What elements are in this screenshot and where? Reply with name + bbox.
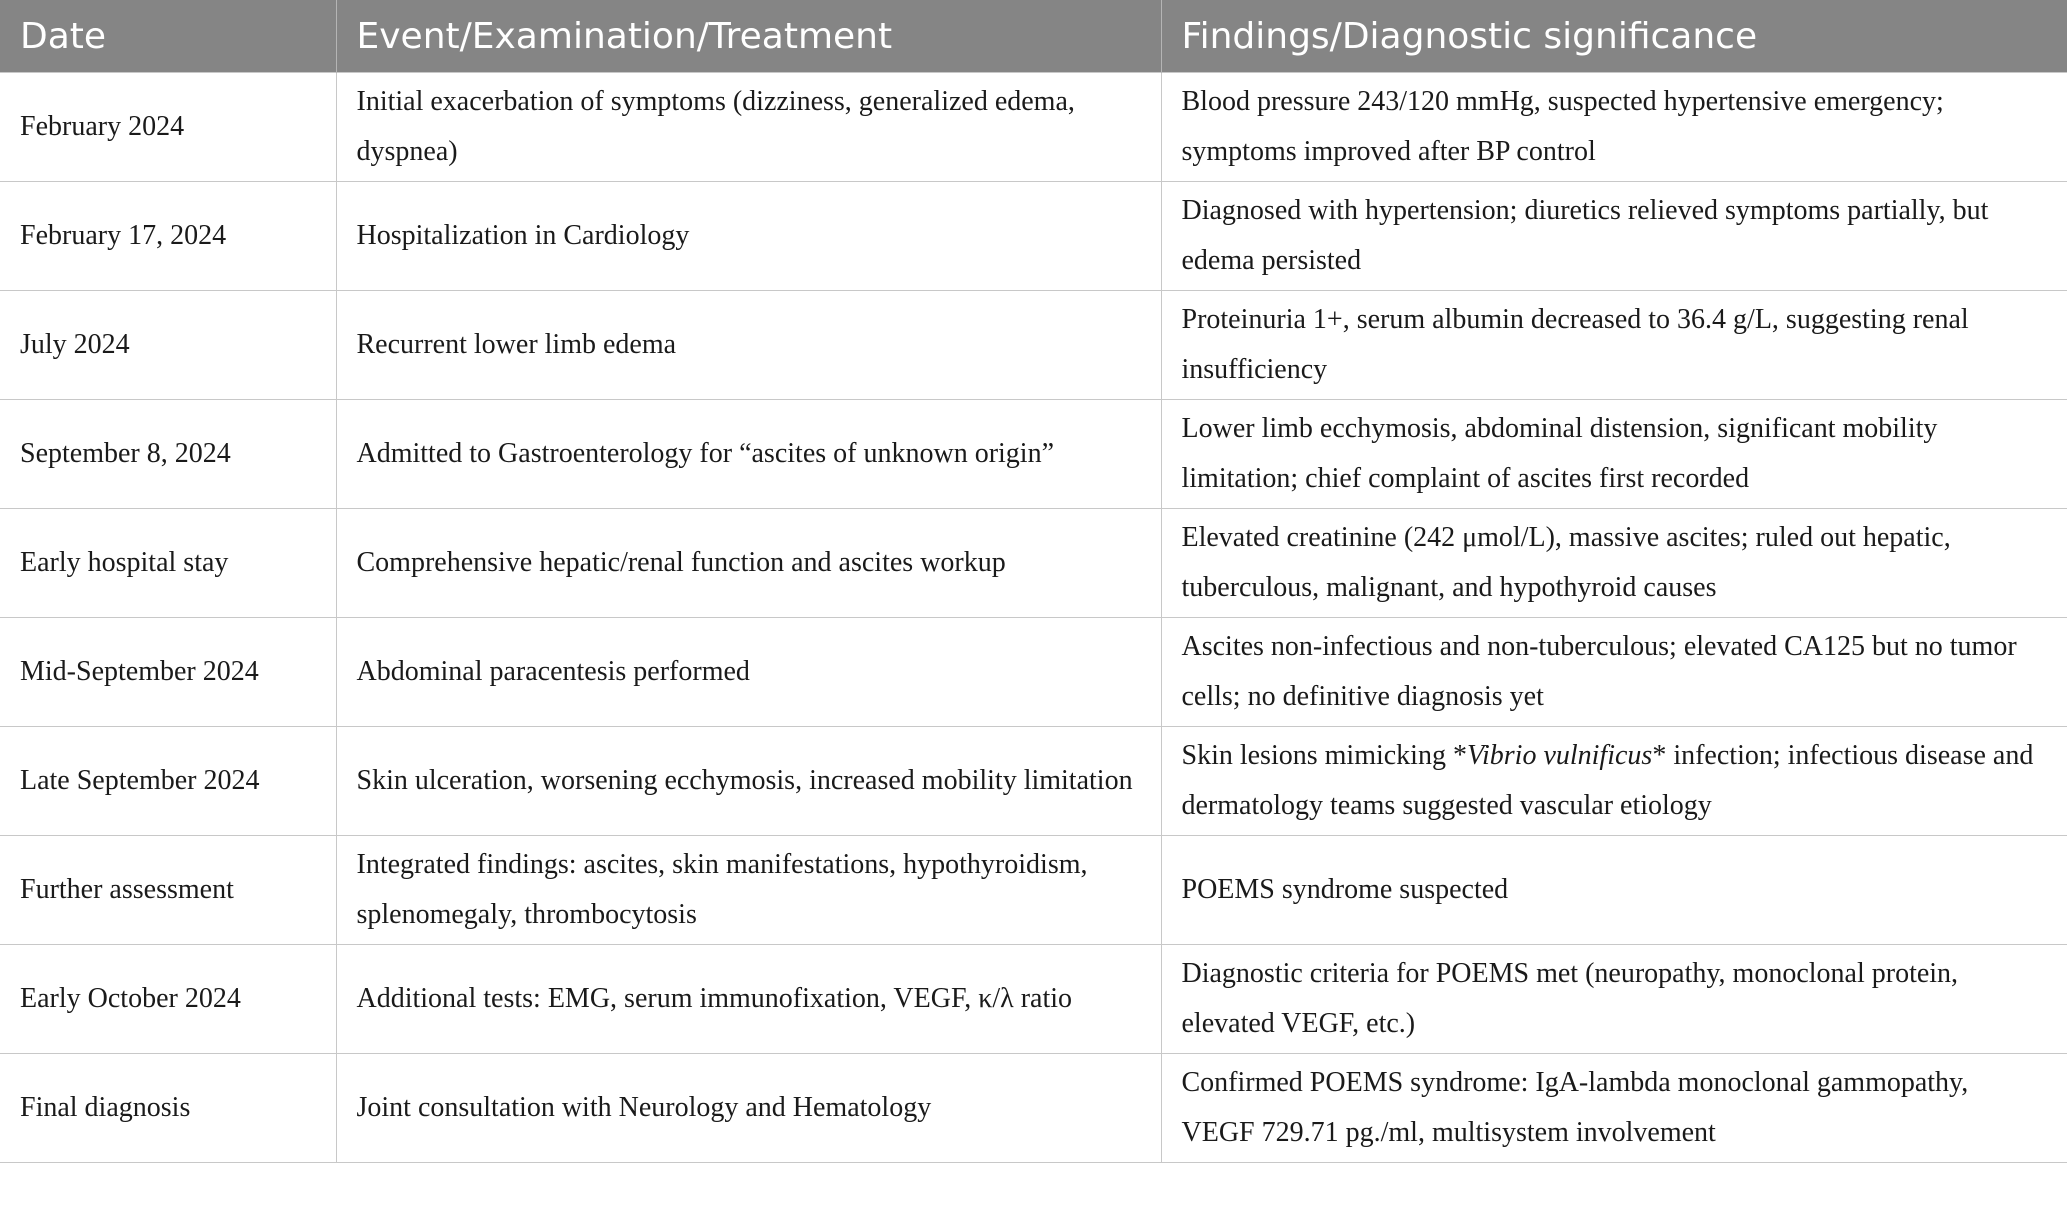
date-cell: Late September 2024: [0, 727, 336, 836]
table-row: [0, 182, 2067, 291]
date-cell: July 2024: [0, 291, 336, 400]
event-cell: Initial exacerbation of symptoms (dizziness, generalized edema, dyspnea): [336, 73, 1161, 182]
table-row: [0, 618, 2067, 727]
findings-cell: Elevated creatinine (242 μmol/L), massive ascites; ruled out hepatic, tuberculous, malignant, and hypothyroid causes: [1161, 509, 2067, 618]
findings-cell: Confirmed POEMS syndrome: IgA-lambda monoclonal gammopathy, VEGF 729.71 pg./ml, multisystem involvement: [1161, 1054, 2067, 1163]
table-body: [0, 73, 2067, 1163]
findings-text-pre: Skin lesions mimicking *: [1181, 740, 1467, 771]
findings-cell: Diagnosed with hypertension; diuretics relieved symptoms partially, but edema persisted: [1161, 182, 2067, 291]
event-cell: Admitted to Gastroenterology for “ascites of unknown origin”: [336, 400, 1161, 509]
findings-cell: Blood pressure 243/120 mmHg, suspected hypertensive emergency; symptoms improved after BP control: [1161, 73, 2067, 182]
header-date: Date: [0, 0, 336, 73]
header-row: [0, 0, 2067, 73]
header-findings: Findings/Diagnostic significance: [1161, 0, 2067, 73]
event-cell: Additional tests: EMG, serum immunofixation, VEGF, κ/λ ratio: [336, 945, 1161, 1054]
findings-cell: Lower limb ecchymosis, abdominal distension, significant mobility limitation; chief complaint of ascites first recorded: [1161, 400, 2067, 509]
date-cell: Early hospital stay: [0, 509, 336, 618]
date-cell: February 17, 2024: [0, 182, 336, 291]
table-row: [0, 945, 2067, 1054]
table-row: [0, 836, 2067, 945]
findings-text-post: * infection; infectious disease and dermatology teams suggested vascular etiology: [1181, 740, 2034, 821]
date-cell: September 8, 2024: [0, 400, 336, 509]
findings-text-italic: Vibrio vulnificus: [1466, 740, 1653, 771]
date-cell: February 2024: [0, 73, 336, 182]
findings-cell: [1161, 727, 2067, 836]
findings-cell: Diagnostic criteria for POEMS met (neuropathy, monoclonal protein, elevated VEGF, etc.): [1161, 945, 2067, 1054]
table-row: [0, 291, 2067, 400]
table-row: [0, 1054, 2067, 1163]
date-cell: Further assessment: [0, 836, 336, 945]
table-row: [0, 727, 2067, 836]
table-row: [0, 73, 2067, 182]
event-cell: Hospitalization in Cardiology: [336, 182, 1161, 291]
event-cell: Comprehensive hepatic/renal function and ascites workup: [336, 509, 1161, 618]
date-cell: Final diagnosis: [0, 1054, 336, 1163]
findings-cell: Ascites non-infectious and non-tuberculous; elevated CA125 but no tumor cells; no definitive diagnosis yet: [1161, 618, 2067, 727]
findings-cell: POEMS syndrome suspected: [1161, 836, 2067, 945]
event-cell: Recurrent lower limb edema: [336, 291, 1161, 400]
table-row: [0, 400, 2067, 509]
findings-cell: Proteinuria 1+, serum albumin decreased to 36.4 g/L, suggesting renal insufficiency: [1161, 291, 2067, 400]
event-cell: Abdominal paracentesis performed: [336, 618, 1161, 727]
table-row: [0, 509, 2067, 618]
header-event: Event/Examination/Treatment: [336, 0, 1161, 73]
event-cell: Skin ulceration, worsening ecchymosis, increased mobility limitation: [336, 727, 1161, 836]
table-header: [0, 0, 2067, 73]
date-cell: Mid-September 2024: [0, 618, 336, 727]
event-cell: Integrated findings: ascites, skin manifestations, hypothyroidism, splenomegaly, thrombocytosis: [336, 836, 1161, 945]
date-cell: Early October 2024: [0, 945, 336, 1054]
event-cell: Joint consultation with Neurology and Hematology: [336, 1054, 1161, 1163]
